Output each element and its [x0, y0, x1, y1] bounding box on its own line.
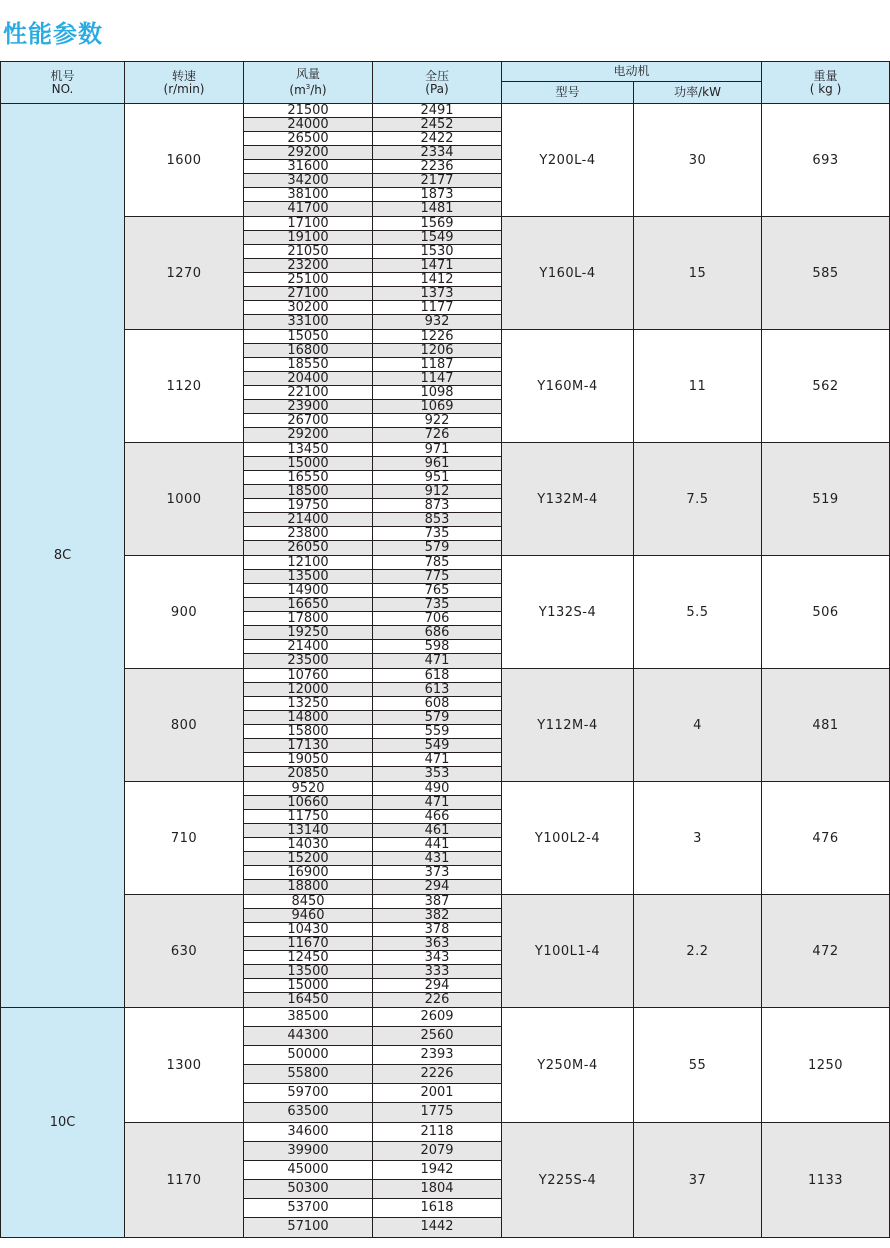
flow-value: 13250: [244, 697, 372, 711]
flow-value: 12000: [244, 683, 372, 697]
pressure-value: 490: [373, 782, 501, 796]
pressure-value: 608: [373, 697, 501, 711]
pressure-list: [373, 669, 502, 782]
table-row: [1, 895, 890, 1008]
flow-value: 30200: [244, 301, 372, 315]
pressure-value: 387: [373, 895, 501, 909]
pressure-value: 2422: [373, 132, 501, 146]
pressure-value: 598: [373, 640, 501, 654]
pressure-value: 613: [373, 683, 501, 697]
flow-value: 23500: [244, 654, 372, 668]
pressure-value: 2609: [373, 1008, 501, 1027]
pressure-value: 1147: [373, 372, 501, 386]
flow-value: 16450: [244, 993, 372, 1007]
pressure-value: 378: [373, 923, 501, 937]
flow-value: 24000: [244, 118, 372, 132]
flow-value: 9460: [244, 909, 372, 923]
motor-power-cell: 55: [634, 1008, 762, 1123]
pressure-value: 618: [373, 669, 501, 683]
table-row: [1, 1008, 890, 1123]
speed-cell: 1600: [125, 104, 244, 217]
header-model: 机号 NO.: [1, 62, 125, 104]
flow-list: [244, 1123, 373, 1238]
flow-value: 23800: [244, 527, 372, 541]
table-row: [1, 556, 890, 669]
motor-power-cell: 2.2: [634, 895, 762, 1008]
flow-value: 23200: [244, 259, 372, 273]
pressure-list: [373, 556, 502, 669]
pressure-value: 686: [373, 626, 501, 640]
header-motor-type: 型号: [502, 82, 634, 104]
pressure-value: 1804: [373, 1180, 501, 1199]
pressure-value: 579: [373, 711, 501, 725]
pressure-value: 2334: [373, 146, 501, 160]
flow-value: 16550: [244, 471, 372, 485]
pressure-value: 775: [373, 570, 501, 584]
table-row: [1, 782, 890, 895]
weight-cell: 585: [762, 217, 890, 330]
speed-cell: 800: [125, 669, 244, 782]
header-motor: 电动机: [502, 62, 762, 82]
speed-cell: 710: [125, 782, 244, 895]
flow-value: 63500: [244, 1103, 372, 1122]
pressure-value: 2236: [373, 160, 501, 174]
pressure-value: 579: [373, 541, 501, 555]
pressure-list: [373, 443, 502, 556]
motor-power-cell: 4: [634, 669, 762, 782]
motor-power-cell: 3: [634, 782, 762, 895]
speed-cell: 1170: [125, 1123, 244, 1238]
table-row: [1, 217, 890, 330]
motor-type-cell: Y132S-4: [502, 556, 634, 669]
flow-list: [244, 782, 373, 895]
flow-value: 50300: [244, 1180, 372, 1199]
weight-cell: 1250: [762, 1008, 890, 1123]
flow-value: 11750: [244, 810, 372, 824]
performance-table: [0, 61, 890, 1238]
speed-cell: 1000: [125, 443, 244, 556]
pressure-value: 471: [373, 796, 501, 810]
pressure-value: 1187: [373, 358, 501, 372]
flow-value: 15800: [244, 725, 372, 739]
pressure-list: [373, 782, 502, 895]
motor-type-cell: Y200L-4: [502, 104, 634, 217]
model-cell: 10C: [1, 1008, 125, 1238]
pressure-value: 294: [373, 979, 501, 993]
flow-value: 55800: [244, 1065, 372, 1084]
weight-cell: 1133: [762, 1123, 890, 1238]
pressure-value: 1226: [373, 330, 501, 344]
motor-type-cell: Y225S-4: [502, 1123, 634, 1238]
flow-list: [244, 443, 373, 556]
flow-list: [244, 104, 373, 217]
motor-type-cell: Y100L1-4: [502, 895, 634, 1008]
motor-power-cell: 15: [634, 217, 762, 330]
pressure-value: 1569: [373, 217, 501, 231]
flow-value: 14030: [244, 838, 372, 852]
flow-value: 17800: [244, 612, 372, 626]
pressure-value: 353: [373, 767, 501, 781]
pressure-value: 1471: [373, 259, 501, 273]
pressure-value: 961: [373, 457, 501, 471]
pressure-value: 2560: [373, 1027, 501, 1046]
weight-cell: 481: [762, 669, 890, 782]
flow-value: 53700: [244, 1199, 372, 1218]
weight-cell: 562: [762, 330, 890, 443]
flow-value: 21500: [244, 104, 372, 118]
pressure-value: 853: [373, 513, 501, 527]
flow-value: 14900: [244, 584, 372, 598]
pressure-value: 1481: [373, 202, 501, 216]
flow-list: [244, 217, 373, 330]
flow-value: 19100: [244, 231, 372, 245]
motor-power-cell: 7.5: [634, 443, 762, 556]
table-row: [1, 669, 890, 782]
flow-value: 25100: [244, 273, 372, 287]
flow-value: 34200: [244, 174, 372, 188]
pressure-value: 1873: [373, 188, 501, 202]
pressure-value: 1549: [373, 231, 501, 245]
speed-cell: 1270: [125, 217, 244, 330]
flow-value: 10430: [244, 923, 372, 937]
pressure-value: 735: [373, 527, 501, 541]
flow-list: [244, 556, 373, 669]
flow-value: 44300: [244, 1027, 372, 1046]
flow-value: 26050: [244, 541, 372, 555]
flow-value: 18800: [244, 880, 372, 894]
motor-type-cell: Y100L2-4: [502, 782, 634, 895]
flow-value: 18550: [244, 358, 372, 372]
motor-power-cell: 37: [634, 1123, 762, 1238]
flow-value: 34600: [244, 1123, 372, 1142]
pressure-value: 2452: [373, 118, 501, 132]
pressure-value: 765: [373, 584, 501, 598]
flow-value: 38100: [244, 188, 372, 202]
motor-power-cell: 5.5: [634, 556, 762, 669]
speed-cell: 630: [125, 895, 244, 1008]
speed-cell: 1300: [125, 1008, 244, 1123]
motor-type-cell: Y132M-4: [502, 443, 634, 556]
pressure-value: 2118: [373, 1123, 501, 1142]
flow-value: 18500: [244, 485, 372, 499]
pressure-value: 2079: [373, 1142, 501, 1161]
flow-value: 26500: [244, 132, 372, 146]
flow-value: 14800: [244, 711, 372, 725]
pressure-value: 1412: [373, 273, 501, 287]
flow-value: 17100: [244, 217, 372, 231]
pressure-list: [373, 1008, 502, 1123]
pressure-value: 2491: [373, 104, 501, 118]
pressure-value: 1442: [373, 1218, 501, 1237]
pressure-list: [373, 330, 502, 443]
flow-value: 15200: [244, 852, 372, 866]
motor-type-cell: Y160M-4: [502, 330, 634, 443]
motor-type-cell: Y112M-4: [502, 669, 634, 782]
pressure-value: 471: [373, 654, 501, 668]
pressure-value: 735: [373, 598, 501, 612]
pressure-value: 1775: [373, 1103, 501, 1122]
flow-value: 15050: [244, 330, 372, 344]
flow-value: 19050: [244, 753, 372, 767]
pressure-value: 461: [373, 824, 501, 838]
pressure-value: 726: [373, 428, 501, 442]
table-row: [1, 330, 890, 443]
pressure-value: 922: [373, 414, 501, 428]
pressure-value: 466: [373, 810, 501, 824]
flow-value: 16650: [244, 598, 372, 612]
flow-value: 16900: [244, 866, 372, 880]
pressure-value: 1618: [373, 1199, 501, 1218]
pressure-value: 441: [373, 838, 501, 852]
weight-cell: 506: [762, 556, 890, 669]
model-cell: 8C: [1, 104, 125, 1008]
flow-value: 13500: [244, 965, 372, 979]
pressure-value: 382: [373, 909, 501, 923]
flow-value: 29200: [244, 428, 372, 442]
flow-list: [244, 1008, 373, 1123]
header-pressure: 全压 (Pa): [373, 62, 502, 104]
pressure-value: 2226: [373, 1065, 501, 1084]
flow-value: 21050: [244, 245, 372, 259]
flow-value: 50000: [244, 1046, 372, 1065]
flow-value: 29200: [244, 146, 372, 160]
flow-value: 22100: [244, 386, 372, 400]
pressure-value: 1530: [373, 245, 501, 259]
pressure-value: 1373: [373, 287, 501, 301]
flow-value: 11670: [244, 937, 372, 951]
table-row: [1, 1123, 890, 1238]
pressure-value: 226: [373, 993, 501, 1007]
flow-value: 12100: [244, 556, 372, 570]
flow-value: 9520: [244, 782, 372, 796]
pressure-value: 294: [373, 880, 501, 894]
flow-value: 13500: [244, 570, 372, 584]
speed-cell: 1120: [125, 330, 244, 443]
pressure-value: 1098: [373, 386, 501, 400]
pressure-value: 785: [373, 556, 501, 570]
flow-value: 16800: [244, 344, 372, 358]
flow-value: 57100: [244, 1218, 372, 1237]
flow-value: 13140: [244, 824, 372, 838]
flow-list: [244, 895, 373, 1008]
weight-cell: 519: [762, 443, 890, 556]
speed-cell: 900: [125, 556, 244, 669]
flow-value: 21400: [244, 513, 372, 527]
table-row: [1, 104, 890, 217]
table-row: [1, 443, 890, 556]
pressure-list: [373, 217, 502, 330]
flow-value: 15000: [244, 457, 372, 471]
pressure-value: 431: [373, 852, 501, 866]
weight-cell: 476: [762, 782, 890, 895]
flow-value: 15000: [244, 979, 372, 993]
pressure-value: 2001: [373, 1084, 501, 1103]
motor-power-cell: 30: [634, 104, 762, 217]
pressure-value: 873: [373, 499, 501, 513]
pressure-value: 2177: [373, 174, 501, 188]
motor-type-cell: Y160L-4: [502, 217, 634, 330]
flow-value: 19250: [244, 626, 372, 640]
flow-value: 23900: [244, 400, 372, 414]
motor-power-cell: 11: [634, 330, 762, 443]
pressure-value: 343: [373, 951, 501, 965]
header-speed: 转速 (r/min): [125, 62, 244, 104]
header-weight: 重量 ( kg ): [762, 62, 890, 104]
pressure-value: 2393: [373, 1046, 501, 1065]
flow-value: 19750: [244, 499, 372, 513]
page-title: 性能参数: [3, 20, 103, 48]
pressure-value: 1069: [373, 400, 501, 414]
pressure-value: 559: [373, 725, 501, 739]
pressure-list: [373, 1123, 502, 1238]
weight-cell: 472: [762, 895, 890, 1008]
flow-value: 45000: [244, 1161, 372, 1180]
pressure-value: 373: [373, 866, 501, 880]
flow-value: 39900: [244, 1142, 372, 1161]
flow-list: [244, 330, 373, 443]
flow-value: 26700: [244, 414, 372, 428]
pressure-value: 363: [373, 937, 501, 951]
pressure-value: 951: [373, 471, 501, 485]
motor-type-cell: Y250M-4: [502, 1008, 634, 1123]
pressure-value: 471: [373, 753, 501, 767]
header-flow: 风量 $(m^3/h)$: [244, 62, 373, 104]
pressure-value: 912: [373, 485, 501, 499]
pressure-list: [373, 895, 502, 1008]
flow-value: 17130: [244, 739, 372, 753]
flow-value: 8450: [244, 895, 372, 909]
flow-list: [244, 669, 373, 782]
flow-value: 31600: [244, 160, 372, 174]
flow-value: 10660: [244, 796, 372, 810]
pressure-value: 333: [373, 965, 501, 979]
flow-value: 38500: [244, 1008, 372, 1027]
flow-value: 41700: [244, 202, 372, 216]
flow-value: 59700: [244, 1084, 372, 1103]
flow-value: 21400: [244, 640, 372, 654]
weight-cell: 693: [762, 104, 890, 217]
pressure-value: 1942: [373, 1161, 501, 1180]
flow-value: 20850: [244, 767, 372, 781]
pressure-value: 971: [373, 443, 501, 457]
pressure-value: 932: [373, 315, 501, 329]
flow-value: 20400: [244, 372, 372, 386]
pressure-value: 549: [373, 739, 501, 753]
pressure-list: [373, 104, 502, 217]
pressure-value: 706: [373, 612, 501, 626]
header-motor-power: 功率/kW: [634, 82, 762, 104]
flow-value: 12450: [244, 951, 372, 965]
pressure-value: 1206: [373, 344, 501, 358]
pressure-value: 1177: [373, 301, 501, 315]
flow-value: 33100: [244, 315, 372, 329]
flow-value: 13450: [244, 443, 372, 457]
flow-value: 10760: [244, 669, 372, 683]
flow-value: 27100: [244, 287, 372, 301]
